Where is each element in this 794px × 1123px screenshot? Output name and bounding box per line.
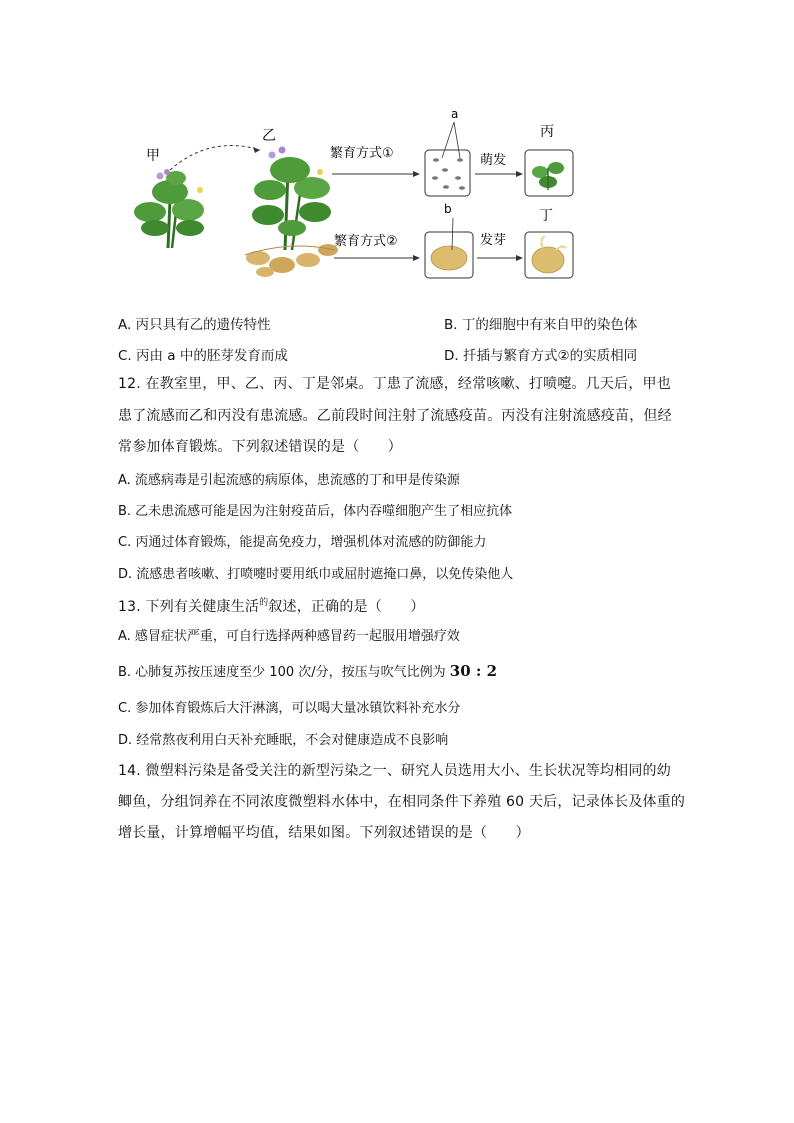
q13-ratio: 30 : 2 [449, 662, 498, 680]
label-method2: 繁育方式② [334, 234, 398, 249]
q11-option-c: C. 丙由 a 中的胚芽发育而成 [118, 348, 288, 364]
dashed-arrow-head [253, 147, 260, 153]
label-yi: 乙 [262, 128, 276, 144]
q13-option-a: A. 感冒症状严重，可自行选择两种感冒药一起服用增强疗效 [118, 629, 460, 644]
dashed-arrow [170, 146, 260, 171]
label-method1: 繁育方式① [330, 146, 394, 161]
label-jia: 甲 [146, 148, 160, 164]
q12-stem-line3: 常参加体育锻炼。下列叙述错误的是（ ） [118, 439, 402, 455]
plant-jia-image [134, 169, 204, 248]
q12-stem-line1: 12. 在教室里，甲、乙、丙、丁是邻桌。丁患了流感，经常咳嗽、打喷嚏。几天后，甲也 [118, 376, 671, 392]
reproduction-diagram [120, 100, 590, 290]
label-bing: 丙 [540, 124, 554, 140]
q13-stem-pre: 13. 下列有关健康生活 [118, 599, 260, 615]
q14-stem-line1: 14. 微塑料污染是备受关注的新型污染之一、研究人员选用大小、生长状况等均相同的幼 [118, 763, 671, 779]
q13-stem-sup: 的 [259, 598, 269, 608]
q13-option-b-text: B. 心肺复苏按压速度至少 100 次/分，按压与吹气比例为 [118, 665, 450, 680]
q12-option-c: C. 丙通过体育锻炼，能提高免疫力，增强机体对流感的防御能力 [118, 535, 487, 550]
q14-stem-line2: 鲫鱼，分组饲养在不同浓度微塑料水体中，在相同条件下养殖 60 天后，记录体长及体重的 [118, 794, 686, 810]
label-meng: 萌发 [480, 153, 507, 168]
q12-option-d: D. 流感患者咳嗽、打喷嚏时要用纸巾或屈肘遮掩口鼻，以免传染他人 [118, 567, 514, 582]
q13-option-c: C. 参加体育锻炼后大汗淋漓，可以喝大量冰镇饮料补充水分 [118, 701, 461, 716]
label-b: b [444, 202, 452, 216]
q11-option-a: A. 丙只具有乙的遗传特性 [118, 317, 271, 333]
q12-option-a: A. 流感病毒是引起流感的病原体，患流感的丁和甲是传染源 [118, 473, 460, 488]
label-ding: 丁 [539, 208, 553, 224]
q11-option-b: B. 丁的细胞中有来自甲的染色体 [444, 317, 638, 333]
plant-yi-image [245, 147, 338, 278]
potato-image [431, 246, 467, 270]
q11-option-d: D. 扦插与繁育方式②的实质相同 [444, 348, 638, 364]
q13-option-b [118, 661, 497, 680]
q12-option-b: B. 乙未患流感可能是因为注射疫苗后，体内吞噬细胞产生了相应抗体 [118, 504, 513, 519]
label-a: a [451, 107, 459, 121]
label-ya: 发芽 [480, 233, 507, 248]
q14-stem-line3: 增长量，计算增幅平均值，结果如图。下列叙述错误的是（ ） [118, 825, 530, 841]
q12-stem-line2: 患了流感而乙和丙没有患流感。乙前段时间注射了流感疫苗。丙没有注射流感疫苗，但经 [118, 408, 672, 424]
q13-stem [118, 595, 425, 616]
q13-stem-post: 叙述，正确的是（ ） [268, 599, 425, 615]
q13-option-d: D. 经常熬夜利用白天补充睡眠，不会对健康造成不良影响 [118, 733, 449, 748]
